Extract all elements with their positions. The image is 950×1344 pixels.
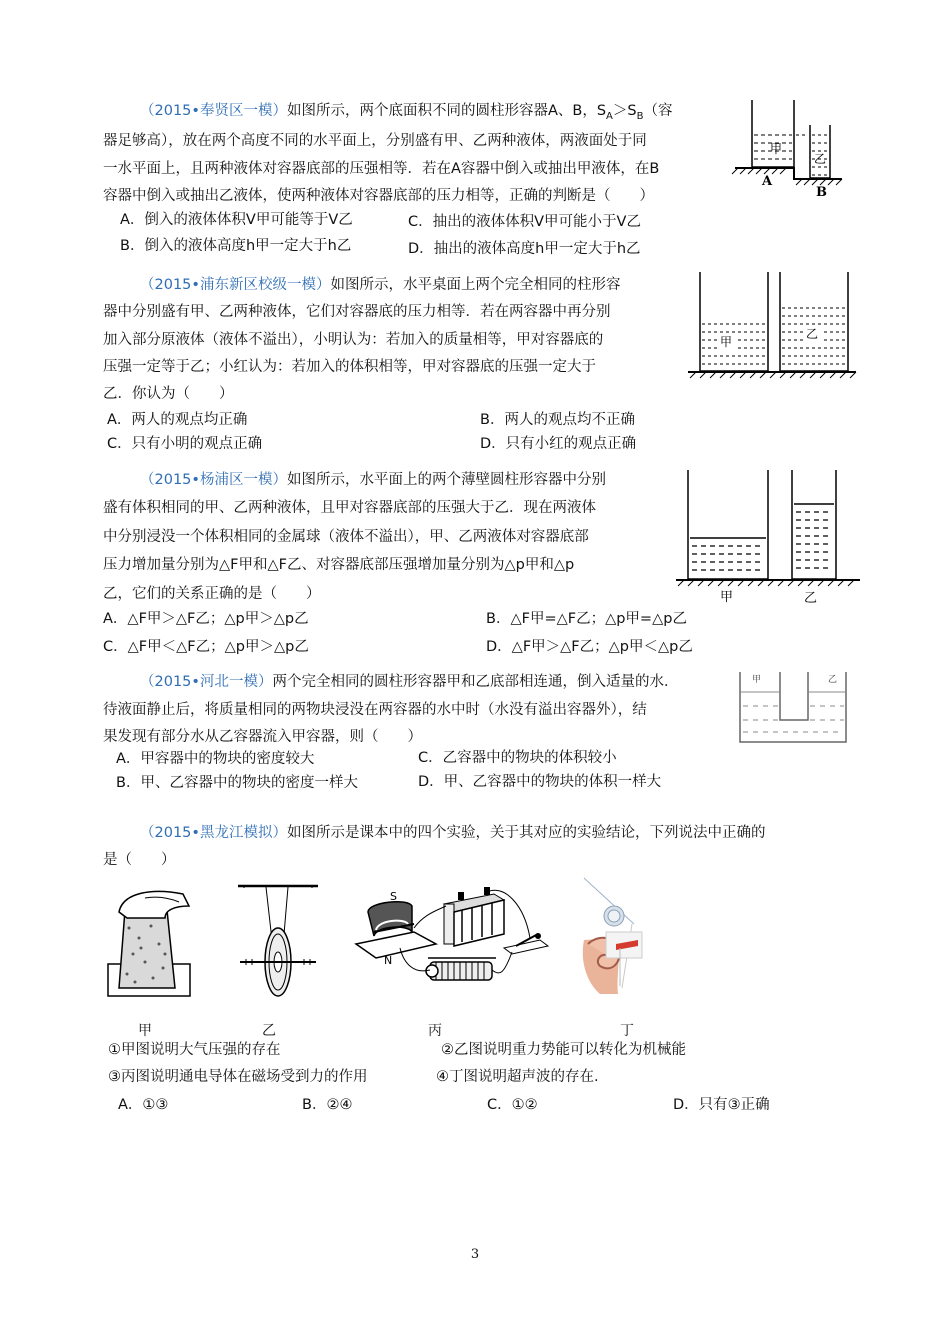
q1-sub-b: B <box>636 110 644 122</box>
q1-line-4: 容器中倒入或抽出乙液体，使两种液体对容器底部的压力相等，正确的判断是（ ） <box>103 188 654 204</box>
q1-text-1: 如图所示，两个底面积不同的圆柱形容器A、B，S <box>286 103 607 119</box>
q3-line-2: 盛有体积相同的甲、乙两种液体，且甲对容器底部的压强大于乙．现在两液体 <box>103 500 596 516</box>
page-number: 3 <box>470 1247 480 1262</box>
q4-line-2: 待液面静止后，将质量相同的两物块浸没在两容器的水中时（水没有溢出容器外），结 <box>103 702 647 718</box>
q1-option-c: C．抽出的液体体积V甲可能小于V乙 <box>408 214 641 230</box>
q3-option-a: A．△F甲＞△F乙；△p甲＞△p乙 <box>103 611 309 627</box>
q5-statement-2: ②乙图说明重力势能可以转化为机械能 <box>441 1042 686 1058</box>
q1-fig-label-b: B <box>816 185 827 200</box>
q4-line-1 <box>140 672 678 692</box>
q4-figure <box>738 670 850 745</box>
q2-line-4: 压强一定等于乙；小红认为：若加入的体积相等，甲对容器底的压强一定大于 <box>103 359 596 375</box>
q1-figure <box>730 95 848 205</box>
q5-label-ding: 丁 <box>620 1023 634 1039</box>
q1-tail: （容 <box>643 103 673 119</box>
q3-fig-label-a: 甲 <box>720 590 734 605</box>
q4-option-b: B．甲、乙容器中的物块的密度一样大 <box>116 775 358 791</box>
q4-fig-label-b: 乙 <box>828 675 838 685</box>
q5-statement-3: ③丙图说明通电导体在磁场受到力的作用 <box>108 1069 368 1085</box>
q5-figure-yi <box>236 882 321 1000</box>
q5-source: （2015•黑龙江模拟） <box>140 825 287 841</box>
q1-sub-a: A <box>606 110 613 122</box>
q3-option-d: D．△F甲＞△F乙；△p甲＜△p乙 <box>486 639 693 655</box>
q5-magnet-n: N <box>384 954 393 967</box>
q3-option-b: B．△F甲=△F乙；△p甲=△p乙 <box>486 611 687 627</box>
q3-figure <box>676 468 861 608</box>
q1-line-2: 器足够高），放在两个高度不同的水平面上，分别盛有甲、乙两种液体，两液面处于同 <box>103 133 647 149</box>
q5-label-jia: 甲 <box>138 1023 152 1039</box>
q5-line-1 <box>140 823 765 843</box>
q5-statement-1: ①甲图说明大气压强的存在 <box>108 1042 281 1058</box>
q1-option-d: D．抽出的液体高度h甲一定大于h乙 <box>408 241 641 257</box>
q1-fig-liquid-b: 乙 <box>814 152 827 166</box>
q4-line-3: 果发现有部分水从乙容器流入甲容器，则（ ） <box>103 729 422 745</box>
q5-figure-ding <box>576 874 648 1000</box>
q5-option-b: B．②④ <box>302 1097 353 1113</box>
q3-fig-label-b: 乙 <box>804 591 818 606</box>
q4-option-c: C．乙容器中的物块的体积较小 <box>418 750 617 766</box>
q1-option-b: B．倒入的液体高度h甲一定大于h乙 <box>120 238 352 254</box>
q2-line-3: 加入部分原液体（液体不溢出），小明认为：若加入的质量相等，甲对容器底的 <box>103 332 604 348</box>
q2-line-2: 器中分别盛有甲、乙两种液体，它们对容器底的压力相等．若在两容器中再分别 <box>103 304 611 320</box>
q4-option-a: A．甲容器中的物块的密度较大 <box>116 751 315 767</box>
q1-line-1 <box>140 101 672 127</box>
q1-source: （2015•奉贤区一模） <box>140 103 287 119</box>
q1-line-3: 一水平面上，且两种液体对容器底部的压强相等．若在A容器中倒入或抽出甲液体，在B <box>103 161 660 177</box>
q5-statement-4: ④丁图说明超声波的存在. <box>436 1069 599 1085</box>
q5-option-c: C．①② <box>487 1097 538 1113</box>
q5-text-1: 如图所示是课本中的四个实验，关于其对应的实验结论，下列说法中正确的 <box>286 825 766 841</box>
q5-option-a: A．①③ <box>118 1097 169 1113</box>
q5-line-2: 是（ ） <box>103 852 176 868</box>
q5-figure-bing <box>354 884 550 996</box>
q1-option-a: A．倒入的液体体积V甲可能等于V乙 <box>120 212 353 228</box>
q3-line-5: 乙，它们的关系正确的是（ ） <box>103 586 321 602</box>
q5-label-yi: 乙 <box>262 1023 276 1039</box>
q5-figure-jia <box>105 888 195 1000</box>
q1-fig-liquid-a: 甲 <box>770 142 783 156</box>
q2-line-1 <box>140 275 620 295</box>
q2-fig-liquid-a: 甲 <box>720 335 733 349</box>
q4-source: （2015•河北一模） <box>140 674 273 690</box>
q5-label-bing: 丙 <box>428 1023 442 1039</box>
q4-text-1: 两个完全相同的圆柱形容器甲和乙底部相连通，倒入适量的水． <box>272 674 679 690</box>
q2-line-5: 乙．你认为（ ） <box>103 386 234 402</box>
q2-option-c: C．只有小明的观点正确 <box>107 436 263 452</box>
q3-line-1 <box>140 470 606 490</box>
q2-source: （2015•浦东新区校级一模） <box>140 277 331 293</box>
q1-fig-label-a: A <box>762 174 773 189</box>
q3-line-3: 中分别浸没一个体积相同的金属球（液体不溢出），甲、乙两液体对容器底部 <box>103 529 589 545</box>
q3-text-1: 如图所示，水平面上的两个薄壁圆柱形容器中分别 <box>286 472 606 488</box>
q3-option-c: C．△F甲＜△F乙；△p甲＞△p乙 <box>103 639 309 655</box>
q5-magnet-s: S <box>390 890 397 903</box>
q5-option-d: D．只有③正确 <box>673 1097 770 1113</box>
q2-fig-liquid-b: 乙 <box>806 327 819 341</box>
q4-option-d: D．甲、乙容器中的物块的体积一样大 <box>418 774 662 790</box>
q2-option-a: A．两人的观点均正确 <box>107 412 248 428</box>
q2-text-1: 如图所示，水平桌面上两个完全相同的柱形容 <box>330 277 621 293</box>
q1-gt: ＞S <box>612 103 637 119</box>
q2-figure <box>688 270 858 385</box>
q4-fig-label-a: 甲 <box>752 675 762 685</box>
q2-option-d: D．只有小红的观点正确 <box>480 436 637 452</box>
q3-line-4: 压力增加量分别为△F甲和△F乙、对容器底部压强增加量分别为△p甲和△p <box>103 557 575 573</box>
q2-option-b: B．两人的观点均不正确 <box>480 412 635 428</box>
q3-source: （2015•杨浦区一模） <box>140 472 287 488</box>
